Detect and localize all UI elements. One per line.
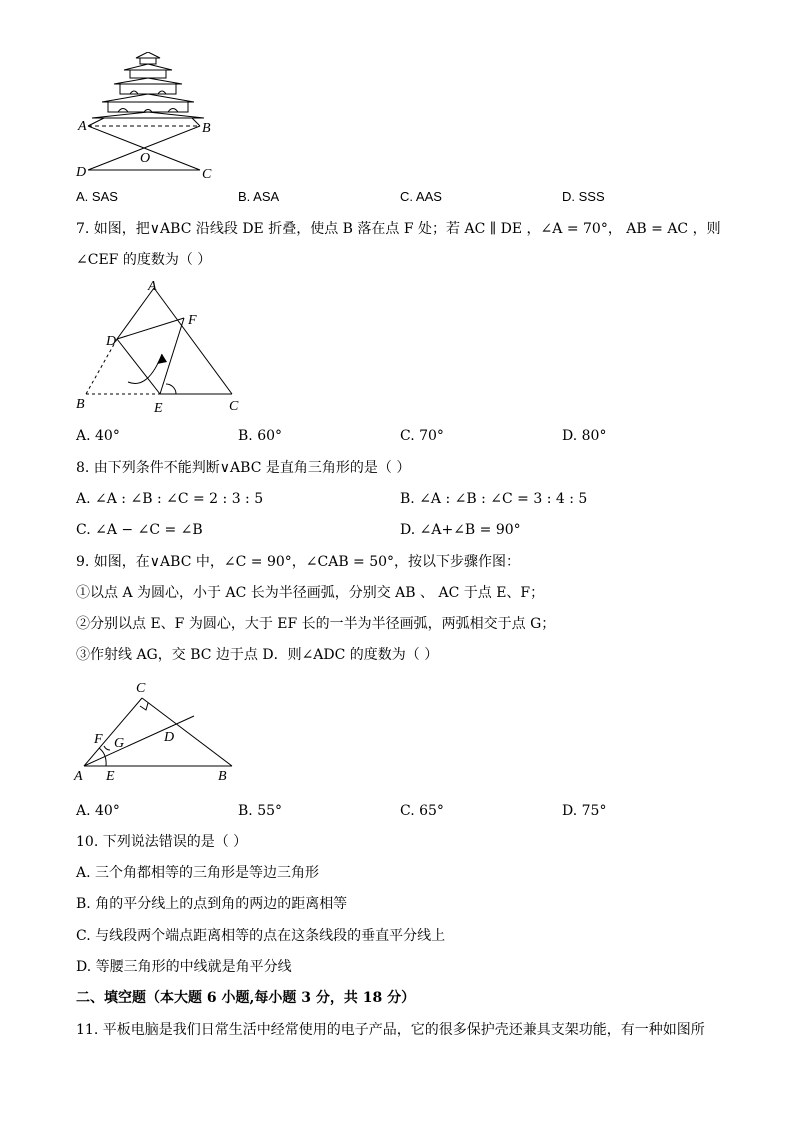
q9-step3: ③作射线 AG，交 BC 边于点 D．则∠ADC 的度数为（ ） [76,647,439,663]
q9-option-b: B. 55° [238,803,283,819]
q6-option-a: A. SAS [76,189,118,204]
q6-figure [74,52,224,184]
q9-label-E: E [106,769,115,784]
q7-label-B: B [76,397,85,412]
q10-option-c: C. 与线段两个端点距离相等的点在这条线段的垂直平分线上 [76,928,446,944]
q7-stem-line1: 7. 如图，把∨ABC 沿线段 DE 折叠，使点 B 落在点 F 处；若 AC ∥ DE ，∠A = 70°， AB = AC ，则 [76,221,721,237]
q9-figure [72,676,242,786]
q7-option-b: B. 60° [238,428,283,444]
q6-label-B: B [202,121,211,136]
q8-stem: 8. 由下列条件不能判断∨ABC 是直角三角形的是（ ） [76,460,411,476]
q7-label-F: F [188,313,197,328]
q6-option-c: C. AAS [400,189,442,204]
q7-option-d: D. 80° [562,428,607,444]
q6-label-O: O [140,151,151,166]
q6-option-d: D. SSS [562,189,605,204]
q6-label-A: A [78,119,87,134]
q9-option-c: C. 65° [400,803,444,819]
q10-option-a: A. 三个角都相等的三角形是等边三角形 [76,865,320,881]
q10-option-b: B. 角的平分线上的点到角的两边的距离相等 [76,896,348,912]
q6-label-D: D [76,165,87,180]
q7-label-E: E [154,401,163,416]
section-heading: 二、填空题（本大题 6 小题,每小题 3 分，共 18 分） [76,990,416,1006]
q9-label-D: D [164,730,175,745]
q10-option-d: D. 等腰三角形的中线就是角平分线 [76,959,292,975]
q9-label-F: F [94,732,103,747]
q7-label-C: C [229,399,239,414]
q11-stem: 11. 平板电脑是我们日常生活中经常使用的电子产品，它的很多保护壳还兼具支架功能，有一种如图所 [76,1022,705,1038]
q7-option-c: C. 70° [400,428,444,444]
q8-option-b: B. ∠A : ∠B : ∠C = 3 : 4 : 5 [400,491,588,507]
q9-step1: ①以点 A 为圆心，小于 AC 长为半径画弧，分别交 AB 、 AC 于点 E、F； [76,585,545,601]
q9-label-B: B [218,769,227,784]
q9-label-C: C [136,681,146,696]
q7-option-a: A. 40° [76,428,120,444]
q8-option-d: D. ∠A+∠B = 90° [400,522,521,538]
q9-option-d: D. 75° [562,803,607,819]
q9-step2: ②分别以点 E、F 为圆心，大于 EF 长的一半为半径画弧，两弧相交于点 G； [76,616,556,632]
q8-option-c: C. ∠A − ∠C = ∠B [76,522,203,538]
q8-option-a: A. ∠A : ∠B : ∠C = 2 : 3 : 5 [76,491,264,507]
q9-label-G: G [114,736,125,751]
q7-figure [74,278,250,418]
q9-label-A: A [74,769,83,784]
q7-stem-line2: ∠CEF 的度数为（ ） [76,252,212,268]
q6-label-C: C [202,167,212,182]
q9-option-a: A. 40° [76,803,120,819]
q10-stem: 10. 下列说法错误的是（ ） [76,834,248,850]
q7-label-D: D [106,334,117,349]
q7-label-A: A [148,279,157,294]
q9-stem: 9. 如图，在∨ABC 中，∠C = 90°，∠CAB = 50°，按以下步骤作图： [76,554,521,570]
q6-option-b: B. ASA [238,189,280,204]
